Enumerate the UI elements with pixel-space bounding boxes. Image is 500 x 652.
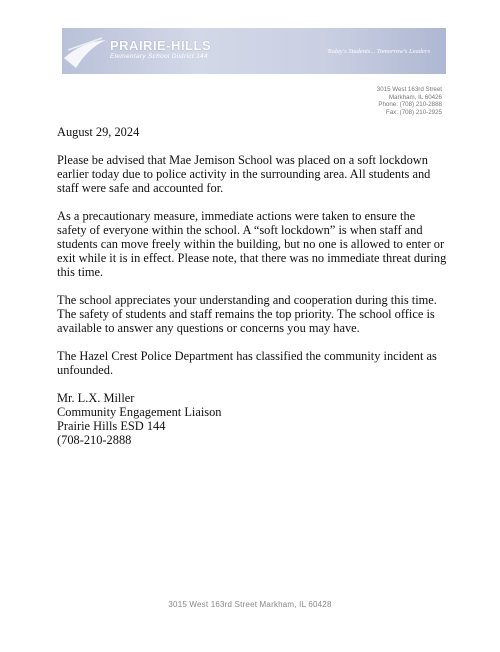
letter-date: August 29, 2024 xyxy=(57,125,140,139)
contact-phone: Phone: (708) 210-2888 xyxy=(378,101,442,109)
signature-block xyxy=(57,391,447,447)
signer-organization: Prairie Hills ESD 144 xyxy=(57,419,166,433)
tagline: Today's Students... Tomorrow's Leaders xyxy=(327,48,430,55)
district-name: Elementary School District 144 xyxy=(110,53,208,60)
letter-body xyxy=(57,125,447,447)
school-name: PRAIRIE-HILLS xyxy=(110,38,212,53)
contact-city: Markham, IL 60426 xyxy=(388,93,442,101)
paragraph: Please be advised that Mae Jemison School was placed on a soft lockdown earlier today due to police activity in the surrounding area. All students and staff were safe and accounted for. xyxy=(57,153,431,195)
contact-street: 3015 West 163rd Street xyxy=(376,86,442,93)
signer-phone: (708-210-2888 xyxy=(57,433,132,447)
signer-title: Community Engagement Liaison xyxy=(57,405,222,419)
contact-block xyxy=(377,86,442,116)
letterhead-banner xyxy=(62,28,446,74)
paragraph: The Hazel Crest Police Department has classified the community incident as unfounded. xyxy=(57,349,437,377)
paragraph: As a precautionary measure, immediate actions were taken to ensure the safety of everyone within the school. A “soft lockdown” is when staff and students can move freely within the building, but no one is allowed to enter or exit while it is in effect. Please note, that there was no immediate threat during this time. xyxy=(57,209,447,279)
signer-name: Mr. L.X. Miller xyxy=(57,391,135,405)
paragraph: The school appreciates your understanding and cooperation during this time. The safety of students and staff remains the top priority. The school office is available to answer any questions or concerns you may have. xyxy=(57,293,437,335)
contact-fax: Fax: (708) 210-2925 xyxy=(385,108,442,116)
footer-address: 3015 West 163rd Street Markham, IL 60428 xyxy=(168,600,332,609)
